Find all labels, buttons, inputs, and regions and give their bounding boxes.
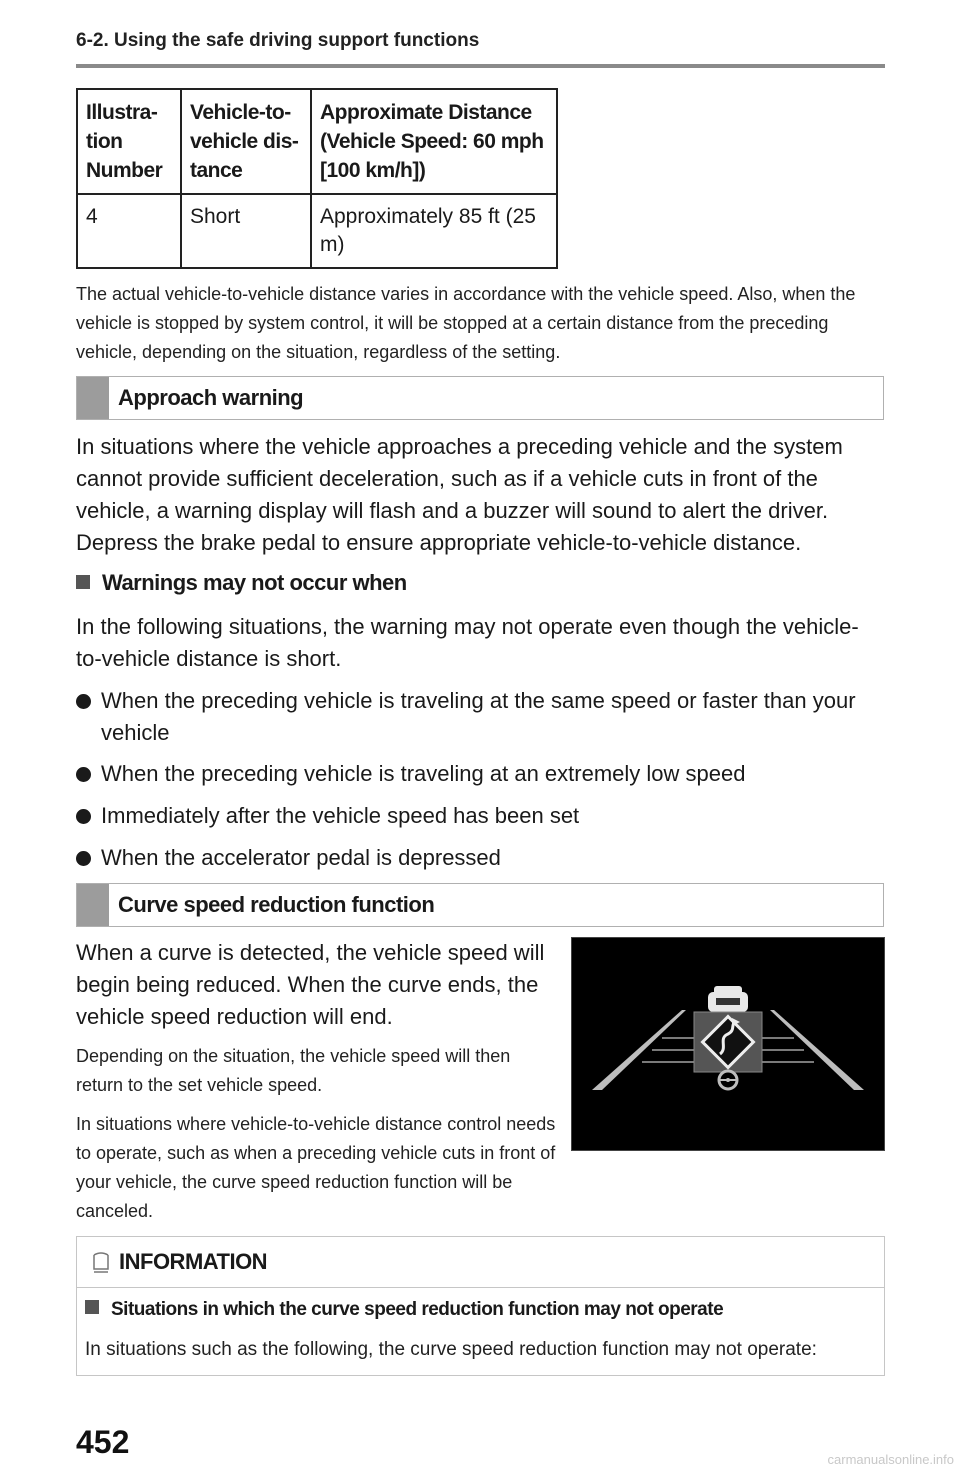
display-graphic bbox=[572, 938, 884, 1150]
list-item-text: When the preceding vehicle is traveling at the same speed or faster than your vehicle bbox=[101, 688, 856, 745]
table-cell: Approximately 85 ft (25 m) bbox=[311, 194, 557, 268]
header-line: Approximate Distance bbox=[320, 101, 532, 124]
bullet-icon bbox=[76, 851, 91, 866]
subheading-text: Situations in which the curve speed reduction function may not operate bbox=[111, 1299, 724, 1320]
distance-table bbox=[76, 88, 558, 269]
information-box bbox=[76, 1236, 885, 1376]
curve-paragraph: When a curve is detected, the vehicle speed will begin being reduced. When the curve ends, the vehicle speed reduction will end. bbox=[76, 940, 545, 1029]
bullet-icon bbox=[76, 767, 91, 782]
table-header-row bbox=[77, 89, 557, 194]
header-line: vehicle dis- bbox=[190, 130, 299, 153]
header-line: tance bbox=[190, 159, 243, 182]
subheading-warnings bbox=[76, 570, 407, 596]
table-header-approx bbox=[311, 89, 557, 194]
bullet-icon bbox=[76, 694, 91, 709]
square-bullet-icon bbox=[76, 575, 90, 589]
distance-note: The actual vehicle-to-vehicle distance varies in accordance with the vehicle speed. Also, when the vehicle is stopped by system control, it will be stopped at a certain distance from the preceding vehicle, depending on the situation, regardless of the setting. bbox=[76, 284, 856, 362]
header-line: Vehicle-to- bbox=[190, 101, 291, 124]
table-header-distance bbox=[181, 89, 311, 194]
information-text: In situations such as the following, the curve speed reduction function may not operate: bbox=[85, 1339, 817, 1360]
list-item bbox=[76, 758, 876, 792]
subheading-text: Warnings may not occur when bbox=[102, 570, 407, 595]
page-number: 452 bbox=[76, 1424, 130, 1460]
curve-note-1: Depending on the situation, the vehicle speed will then return to the set vehicle speed. bbox=[76, 1046, 511, 1095]
header-line: Number bbox=[86, 159, 163, 182]
list-item bbox=[76, 800, 876, 834]
list-item-text: When the preceding vehicle is traveling at an extremely low speed bbox=[101, 761, 746, 786]
section-title: Curve speed reduction function bbox=[118, 892, 435, 917]
bullet-icon bbox=[76, 809, 91, 824]
curve-display-illustration bbox=[571, 937, 885, 1151]
running-header: 6-2. Using the safe driving support functions bbox=[76, 30, 480, 51]
table-cell: Short bbox=[181, 194, 311, 268]
section-title: Approach warning bbox=[118, 385, 304, 410]
watermark: carmanualsonline.info bbox=[827, 1452, 954, 1467]
table-row bbox=[77, 194, 557, 268]
header-line: Illustra- bbox=[86, 101, 158, 124]
preceding-car-icon bbox=[708, 986, 748, 1012]
warnings-intro: In the following situations, the warning may not operate even though the vehicle-to-vehicle distance is short. bbox=[76, 614, 859, 671]
information-subheading bbox=[85, 1299, 723, 1321]
table-cell: 4 bbox=[77, 194, 181, 268]
header-line: [100 km/h]) bbox=[320, 159, 426, 182]
steering-assist-icon bbox=[719, 1071, 737, 1089]
section-tab bbox=[77, 377, 109, 419]
section-tab bbox=[77, 884, 109, 926]
curve-note-2: In situations where vehicle-to-vehicle distance control needs to operate, such as when a preceding vehicle cuts in front of your vehicle, the curve speed reduction function will be canceled. bbox=[76, 1114, 556, 1221]
header-rule bbox=[76, 64, 885, 68]
information-title: INFORMATION bbox=[119, 1249, 268, 1274]
list-item-text: When the accelerator pedal is depressed bbox=[101, 845, 501, 870]
information-header bbox=[77, 1237, 884, 1288]
approach-paragraph: In situations where the vehicle approaches a preceding vehicle and the system cannot provide sufficient deceleration, such as if a vehicle cuts in front of the vehicle, a warning display will flash and a buzzer will sound to alert the driver. Depress the brake pedal to ensure appropriate vehicle-to-vehicle distance. bbox=[76, 434, 843, 555]
list-item bbox=[76, 842, 876, 876]
table-header-illustration bbox=[77, 89, 181, 194]
list-item bbox=[76, 685, 876, 751]
section-curve-speed bbox=[76, 883, 884, 927]
list-item-text: Immediately after the vehicle speed has been set bbox=[101, 803, 580, 828]
square-bullet-icon bbox=[85, 1300, 99, 1314]
section-approach-warning bbox=[76, 376, 884, 420]
info-note-icon bbox=[91, 1251, 111, 1275]
header-line: (Vehicle Speed: 60 mph bbox=[320, 130, 544, 153]
header-line: tion bbox=[86, 130, 123, 153]
